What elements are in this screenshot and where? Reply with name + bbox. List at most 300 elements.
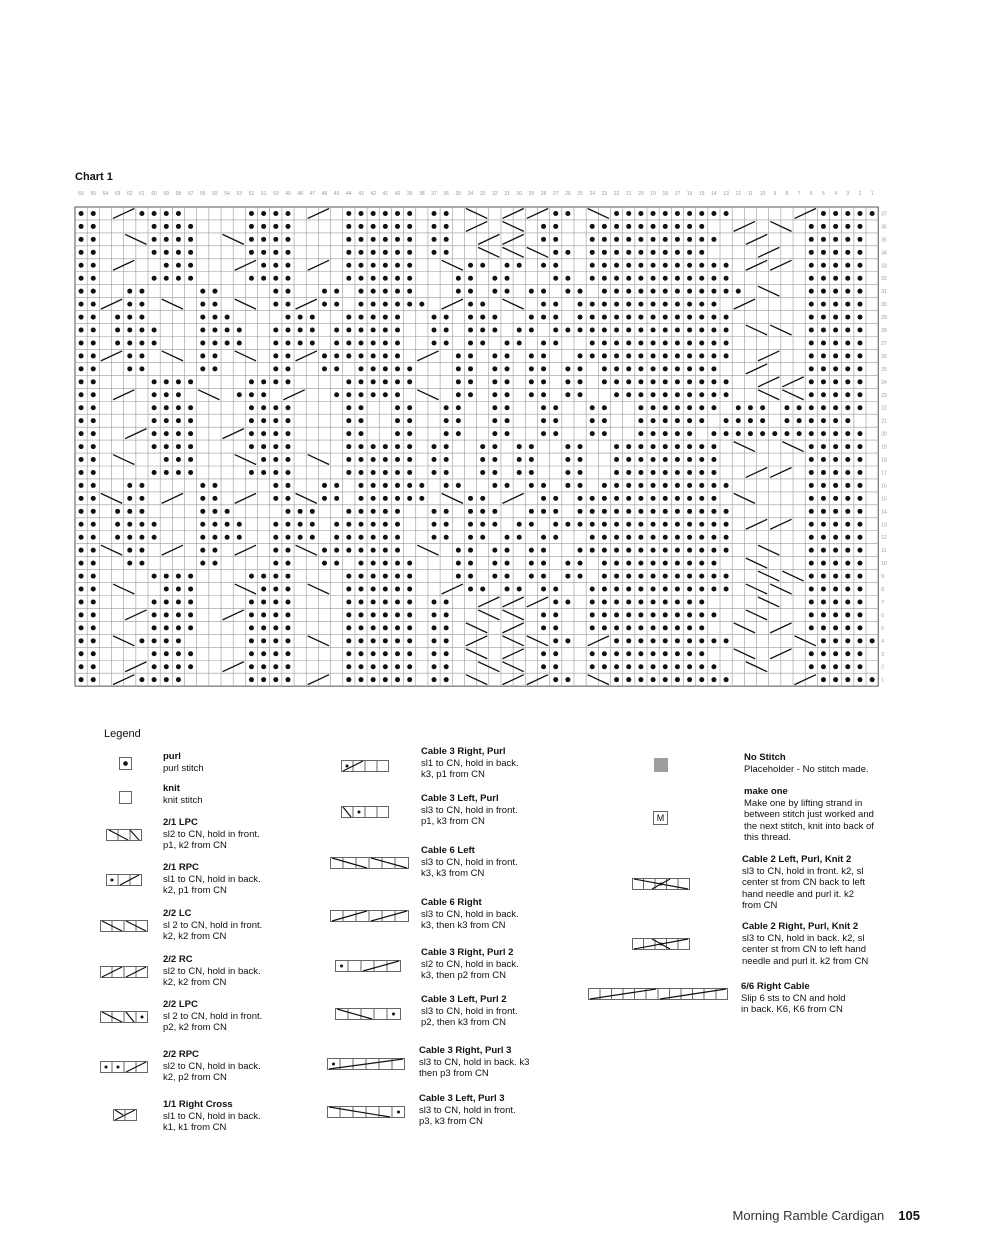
col-number: 33 [479,191,486,197]
purl-stitch [699,599,704,604]
purl-stitch [505,548,510,553]
purl-stitch [164,250,169,255]
purl-stitch [371,612,376,617]
purl-stitch [663,444,668,449]
purl-stitch [699,237,704,242]
purl-stitch [663,535,668,540]
cable-2-2-lc-icon [100,920,148,932]
purl-stitch [553,431,558,436]
purl-stitch [407,379,412,384]
purl-stitch [833,677,838,682]
purl-stitch [115,535,120,540]
purl-stitch [358,418,363,423]
purl-stitch [651,302,656,307]
purl-stitch [565,250,570,255]
purl-stitch [565,599,570,604]
purl-stitch [346,328,351,333]
purl-stitch [432,638,437,643]
purl-stitch [176,599,181,604]
purl-stitch [687,664,692,669]
purl-stitch [152,379,157,384]
purl-stitch [273,625,278,630]
purl-stitch [565,289,570,294]
row-number: 6 [881,612,885,619]
col-number: 52 [248,191,255,197]
purl-stitch [492,444,497,449]
purl-stitch [395,315,400,320]
purl-stitch [152,522,157,527]
purl-stitch [809,612,814,617]
purl-stitch [651,522,656,527]
purl-stitch [687,625,692,630]
purl-stitch [358,444,363,449]
purl-stitch [383,366,388,371]
purl-stitch [285,444,290,449]
purl-stitch [663,405,668,410]
purl-stitch [285,263,290,268]
purl-stitch [821,561,826,566]
purl-stitch [91,250,96,255]
purl-stitch [845,535,850,540]
purl-stitch [675,353,680,358]
purl-stitch [833,366,838,371]
purl-stitch [821,625,826,630]
purl-stitch [273,276,278,281]
purl-stitch [651,340,656,345]
purl-stitch [833,431,838,436]
purl-stitch [444,237,449,242]
purl-stitch [809,664,814,669]
purl-stitch [638,625,643,630]
purl-stitch [505,263,510,268]
purl-stitch [651,638,656,643]
purl-stitch [845,483,850,488]
purl-stitch [285,237,290,242]
legend-name: 2/1 RPC [163,862,199,873]
legend-name: 2/2 RPC [163,1049,199,1060]
purl-stitch [614,353,619,358]
purl-stitch [602,405,607,410]
purl-stitch [139,340,144,345]
purl-stitch [626,302,631,307]
purl-stitch [346,574,351,579]
purl-stitch [273,483,278,488]
purl-stitch [699,625,704,630]
purl-stitch [833,224,838,229]
purl-stitch [687,483,692,488]
purl-stitch [79,263,84,268]
purl-stitch [651,353,656,358]
purl-stitch [687,211,692,216]
purl-stitch [249,677,254,682]
purl-stitch [432,509,437,514]
purl-stitch [699,289,704,294]
purl-stitch [541,289,546,294]
purl-stitch [358,496,363,501]
purl-stitch [91,237,96,242]
purl-stitch [468,315,473,320]
purl-stitch [651,366,656,371]
purl-stitch [809,224,814,229]
purl-stitch [285,664,290,669]
purl-stitch [468,392,473,397]
purl-stitch [541,561,546,566]
purl-stitch [334,522,339,527]
purl-stitch [857,612,862,617]
purl-stitch [79,250,84,255]
purl-stitch [857,664,862,669]
purl-stitch [225,509,230,514]
purl-stitch [797,405,802,410]
purl-stitch [261,612,266,617]
legend-name: 6/6 Right Cable [741,981,810,992]
purl-stitch [432,315,437,320]
purl-stitch [261,263,266,268]
purl-stitch [127,289,132,294]
purl-stitch [152,444,157,449]
purl-stitch [845,392,850,397]
purl-stitch [152,612,157,617]
purl-stitch [699,276,704,281]
purl-stitch [687,599,692,604]
purl-stitch [687,237,692,242]
purl-stitch [273,599,278,604]
purl-stitch [358,574,363,579]
col-number: 60 [151,191,157,197]
purl-stitch [407,612,412,617]
purl-stitch [675,431,680,436]
purl-stitch [91,677,96,682]
col-number: 5 [822,191,825,197]
purl-stitch [139,638,144,643]
purl-stitch [614,509,619,514]
purl-stitch [152,664,157,669]
purl-stitch [857,483,862,488]
purl-stitch [724,392,729,397]
purl-stitch [456,366,461,371]
purl-stitch [480,302,485,307]
purl-stitch [79,664,84,669]
purl-stitch [164,418,169,423]
purl-stitch [383,250,388,255]
purl-stitch [139,535,144,540]
purl-stitch [468,366,473,371]
purl-stitch [724,535,729,540]
purl-stitch [371,470,376,475]
purl-stitch [663,276,668,281]
row-number: 37 [881,211,887,218]
purl-stitch [578,315,583,320]
purl-stitch [724,483,729,488]
purl-stitch [845,599,850,604]
purl-stitch [541,587,546,592]
purl-stitch [346,664,351,669]
purl-stitch [176,431,181,436]
purl-stitch [176,250,181,255]
purl-stitch [505,483,510,488]
purl-stitch [395,418,400,423]
purl-stitch-icon [119,757,132,770]
purl-stitch [358,561,363,566]
purl-stitch [432,677,437,682]
purl-stitch [699,328,704,333]
legend-desc: sl3 to CN, hold in front. k3, k3 from CN [421,856,518,879]
purl-stitch [663,599,668,604]
purl-stitch [857,535,862,540]
purl-stitch [845,405,850,410]
purl-stitch [809,418,814,423]
purl-stitch [724,587,729,592]
purl-stitch [468,509,473,514]
purl-stitch [809,574,814,579]
row-number: 20 [881,431,887,438]
purl-stitch [553,263,558,268]
purl-stitch [273,405,278,410]
purl-stitch [675,470,680,475]
purl-stitch [383,276,388,281]
purl-stitch [456,561,461,566]
purl-stitch [395,535,400,540]
purl-stitch [407,289,412,294]
make-one-icon: M [653,811,668,825]
purl-stitch [638,276,643,281]
purl-stitch [212,522,217,527]
purl-stitch [261,392,266,397]
purl-stitch [760,418,765,423]
purl-stitch [663,574,668,579]
legend-name: Cable 3 Right, Purl [421,746,506,757]
purl-stitch [383,444,388,449]
purl-stitch [833,599,838,604]
purl-stitch [614,587,619,592]
purl-stitch [675,612,680,617]
row-number: 19 [881,444,887,451]
purl-stitch [857,276,862,281]
purl-stitch [115,522,120,527]
purl-stitch [200,509,205,514]
purl-stitch [845,677,850,682]
purl-stitch [139,353,144,358]
purl-stitch [687,328,692,333]
purl-stitch [407,302,412,307]
purl-stitch [200,483,205,488]
purl-stitch [651,263,656,268]
purl-stitch [505,405,510,410]
purl-stitch [711,315,716,320]
purl-stitch [699,677,704,682]
purl-stitch [845,315,850,320]
purl-stitch [91,496,96,501]
purl-stitch [590,587,595,592]
purl-stitch [565,276,570,281]
purl-stitch [285,612,290,617]
purl-stitch [91,211,96,216]
purl-stitch [675,379,680,384]
purl-stitch [176,587,181,592]
purl-stitch [237,522,242,527]
purl-stitch [845,561,850,566]
purl-stitch [371,457,376,462]
row-number: 34 [881,250,887,257]
purl-stitch [346,599,351,604]
purl-stitch [91,651,96,656]
purl-stitch [833,612,838,617]
purl-stitch [261,625,266,630]
purl-stitch [79,587,84,592]
purl-stitch [602,431,607,436]
purl-stitch [638,470,643,475]
purl-stitch [468,276,473,281]
purl-stitch [407,276,412,281]
purl-stitch [821,483,826,488]
purl-stitch [395,625,400,630]
purl-stitch [285,509,290,514]
purl-stitch [675,496,680,501]
purl-stitch [152,625,157,630]
purl-stitch [444,509,449,514]
purl-stitch [663,418,668,423]
purl-stitch [821,276,826,281]
purl-stitch [322,302,327,307]
purl-stitch [395,328,400,333]
row-number: 27 [881,340,887,347]
purl-stitch [273,211,278,216]
page-footer [733,1208,920,1223]
no-stitch-icon [654,758,668,772]
purl-stitch [395,664,400,669]
purl-stitch [821,418,826,423]
purl-stitch [797,431,802,436]
purl-stitch [833,263,838,268]
purl-stitch [675,561,680,566]
purl-stitch [273,444,278,449]
row-number: 9 [881,574,885,581]
purl-stitch [273,522,278,527]
purl-stitch [212,289,217,294]
purl-stitch [626,625,631,630]
purl-stitch [285,535,290,540]
purl-stitch [285,638,290,643]
purl-stitch [687,276,692,281]
purl-stitch [346,263,351,268]
col-number: 65 [90,191,97,197]
purl-stitch [127,366,132,371]
purl-stitch [541,392,546,397]
purl-stitch [821,599,826,604]
purl-stitch [358,366,363,371]
purl-stitch [565,211,570,216]
purl-stitch [200,340,205,345]
purl-stitch [687,677,692,682]
purl-stitch [298,522,303,527]
purl-stitch [687,263,692,268]
purl-stitch [663,211,668,216]
purl-stitch [845,328,850,333]
purl-stitch [383,574,388,579]
row-number: 2 [881,664,885,671]
purl-stitch [845,276,850,281]
purl-stitch [663,587,668,592]
purl-stitch [261,599,266,604]
purl-stitch [675,224,680,229]
purl-stitch [79,392,84,397]
purl-stitch [407,638,412,643]
cable-3-right-purl-icon [341,760,389,772]
legend-item-cable-2-right-purl-knit-2 [742,921,868,967]
purl-stitch [285,366,290,371]
purl-stitch [809,470,814,475]
purl-stitch [614,444,619,449]
purl-stitch [249,276,254,281]
purl-stitch [249,431,254,436]
purl-stitch [541,496,546,501]
purl-stitch [687,444,692,449]
purl-stitch [395,224,400,229]
purl-stitch [273,457,278,462]
purl-stitch [127,353,132,358]
row-number: 14 [881,509,887,516]
purl-stitch [541,664,546,669]
purl-stitch [200,366,205,371]
purl-stitch [492,522,497,527]
purl-stitch [152,392,157,397]
cable-3-right-purl-2-icon [335,960,401,972]
purl-stitch [675,366,680,371]
purl-stitch [383,379,388,384]
purl-stitch [614,612,619,617]
purl-stitch [857,587,862,592]
purl-stitch [261,211,266,216]
purl-stitch [395,470,400,475]
legend-desc: Make one by lifting strand in between stitch just worked and the next stitch, knit into back of this thread. [744,797,874,843]
purl-stitch [675,625,680,630]
purl-stitch [687,302,692,307]
page-number: 105 [898,1208,920,1223]
purl-stitch [675,405,680,410]
purl-stitch [675,263,680,268]
purl-stitch [541,509,546,514]
purl-stitch [444,340,449,345]
purl-stitch [565,366,570,371]
purl-stitch [541,548,546,553]
purl-stitch [164,405,169,410]
purl-stitch [614,289,619,294]
purl-stitch [407,431,412,436]
col-number: 56 [200,191,206,197]
purl-stitch [675,599,680,604]
purl-stitch [371,366,376,371]
purl-stitch [699,379,704,384]
legend-item-6-6-right-cable [741,981,846,1016]
purl-stitch [480,535,485,540]
cable-6-left-icon [330,857,409,869]
purl-stitch [565,561,570,566]
purl-stitch [687,535,692,540]
purl-stitch [200,328,205,333]
purl-stitch [602,587,607,592]
purl-stitch [724,509,729,514]
row-number: 1 [881,677,885,684]
purl-stitch [675,444,680,449]
col-number: 58 [175,191,182,197]
purl-stitch [188,224,193,229]
purl-stitch [833,328,838,333]
purl-stitch [79,224,84,229]
purl-stitch [517,470,522,475]
purl-stitch [456,431,461,436]
purl-stitch [711,522,716,527]
purl-stitch [371,211,376,216]
